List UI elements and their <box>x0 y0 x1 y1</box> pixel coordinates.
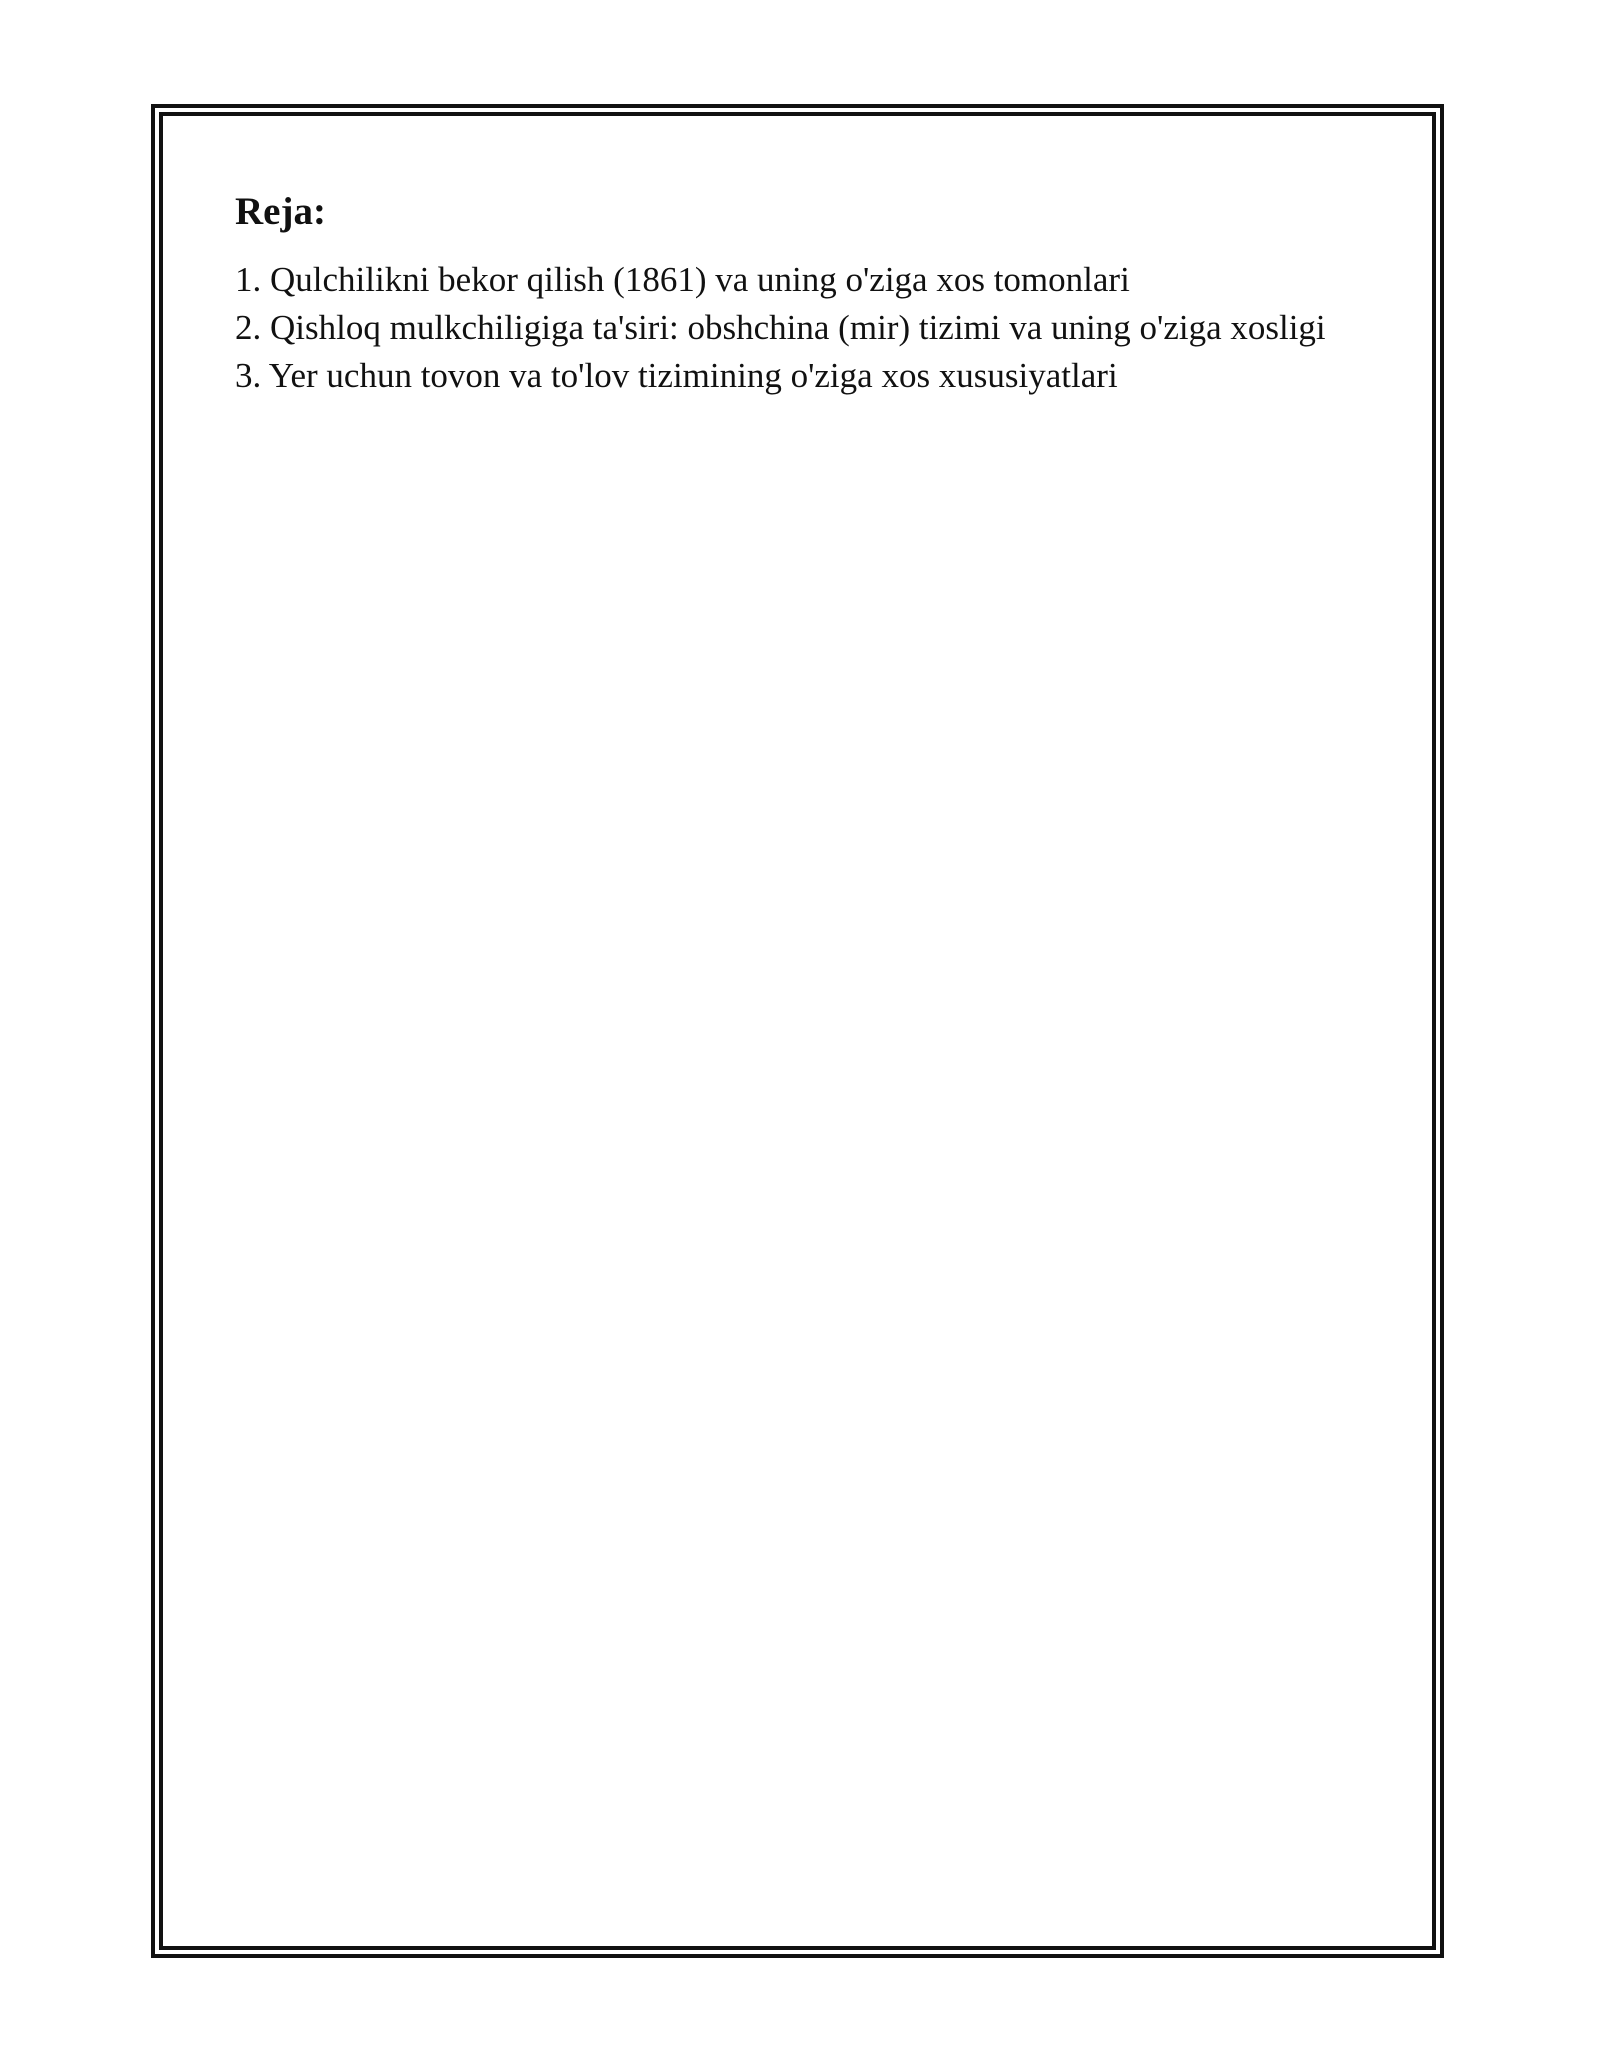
plan-item-1: 1. Qulchilikni bekor qilish (1861) va uning o'ziga xos tomonlari <box>235 260 1130 299</box>
plan-list <box>235 256 1375 400</box>
plan-heading: Reja: <box>235 190 326 233</box>
page-content <box>235 188 1375 400</box>
plan-item-3: 3. Yer uchun tovon va to'lov tizimining o'ziga xos xususiyatlari <box>235 356 1118 395</box>
plan-item-2: 2. Qishloq mulkchiligiga ta'siri: obshchina (mir) tizimi va uning o'ziga xosligi <box>235 308 1326 347</box>
